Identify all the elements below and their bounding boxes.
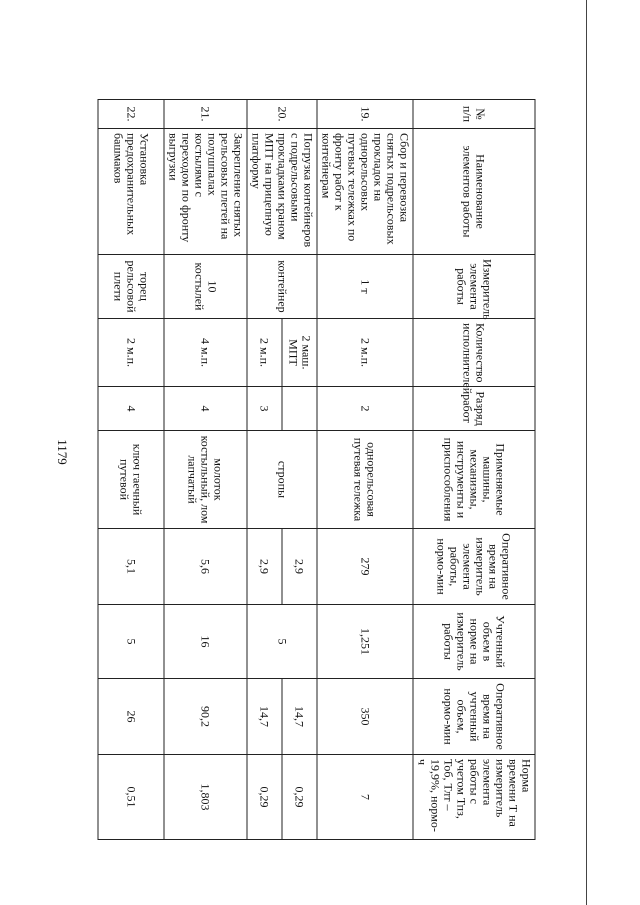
header-grade: Разряд работ <box>413 387 535 431</box>
row-workers: 2 м.п. <box>247 319 282 387</box>
row-op-time-volume: 14,7 <box>282 679 317 755</box>
row-workers: 2 маш. МПТ <box>282 319 317 387</box>
norm-table-rotated <box>111 99 536 839</box>
row-unit: 1 т <box>317 255 413 319</box>
header-op-time-volume: Оперативное время на учтенный объем, нормо-мин <box>413 679 535 755</box>
row-name: Установка предохранительных башмаков <box>98 129 164 255</box>
header-op-time: Оперативное время на измеритель элемента работы, нормо-мин <box>413 529 535 605</box>
table-row <box>282 100 317 840</box>
header-name: Наименование элементов работы <box>413 129 535 255</box>
row-num: 22. <box>98 100 164 129</box>
row-op-time: 279 <box>317 529 413 605</box>
norm-table <box>98 99 536 840</box>
row-unit: контейнер <box>247 255 317 319</box>
row-volume: 5 <box>98 605 164 679</box>
row-num: 20. <box>247 100 317 129</box>
row-op-time: 2,9 <box>247 529 282 605</box>
row-tools: стропы <box>247 431 317 529</box>
row-num: 19. <box>317 100 413 129</box>
row-num: 21. <box>164 100 247 129</box>
row-unit: 10 костылей <box>164 255 247 319</box>
row-volume: 1,251 <box>317 605 413 679</box>
page-number: 1179 <box>55 439 70 465</box>
row-workers: 2 м.п. <box>317 319 413 387</box>
row-op-time-volume: 26 <box>98 679 164 755</box>
row-norm: 7 <box>317 755 413 840</box>
row-name: Погрузка контейнеров с подрельсовыми прокладками краном МПТ на прицепную платформу <box>247 129 317 255</box>
row-op-time: 2,9 <box>282 529 317 605</box>
header-row <box>413 100 535 840</box>
row-workers: 2 м.п. <box>98 319 164 387</box>
binding-line <box>586 0 587 905</box>
row-name: Сбор и перевозка снятых подрельсовых прокладок на однорельсовых путевых тележках по фронту работ к контейнерам <box>317 129 413 255</box>
row-grade: 2 <box>317 387 413 431</box>
row-grade <box>282 387 317 431</box>
header-workers: Количество исполнителей <box>413 319 535 387</box>
row-grade: 4 <box>164 387 247 431</box>
table-row <box>98 100 164 840</box>
row-grade: 3 <box>247 387 282 431</box>
row-norm: 0,29 <box>282 755 317 840</box>
row-op-time-volume: 350 <box>317 679 413 755</box>
row-grade: 4 <box>98 387 164 431</box>
row-unit: торец рельсовой плети <box>98 255 164 319</box>
table-row <box>164 100 247 840</box>
row-norm: 0,29 <box>247 755 282 840</box>
row-op-time-volume: 90,2 <box>164 679 247 755</box>
header-unit: Измеритель элемента работы <box>413 255 535 319</box>
row-op-time: 5,1 <box>98 529 164 605</box>
row-tools: молоток костыльный, лом лапчатый <box>164 431 247 529</box>
row-tools: ключ гаечный путевой <box>98 431 164 529</box>
table-row <box>317 100 413 840</box>
row-tools: однорельсовая путевая тележка <box>317 431 413 529</box>
row-op-time: 5,6 <box>164 529 247 605</box>
row-name: Закрепление снятых рельсовых плетей на полушпалах костылями с переходом по фронту выгрузки <box>164 129 247 255</box>
header-num: № п/п <box>413 100 535 129</box>
header-volume: Учтенный объем в норме на измеритель работы <box>413 605 535 679</box>
row-norm: 0,51 <box>98 755 164 840</box>
header-norm: Норма времени Т на измеритель элемента работы с учетом Тпз, Тоб, Тлт – 19,9%, нормо-ч <box>413 755 535 840</box>
row-volume: 16 <box>164 605 247 679</box>
header-tools: Применяемые машины, механизмы, инструменты и приспособления <box>413 431 535 529</box>
row-op-time-volume: 14,7 <box>247 679 282 755</box>
row-workers: 4 м.п. <box>164 319 247 387</box>
row-volume: 5 <box>247 605 317 679</box>
row-norm: 1,803 <box>164 755 247 840</box>
